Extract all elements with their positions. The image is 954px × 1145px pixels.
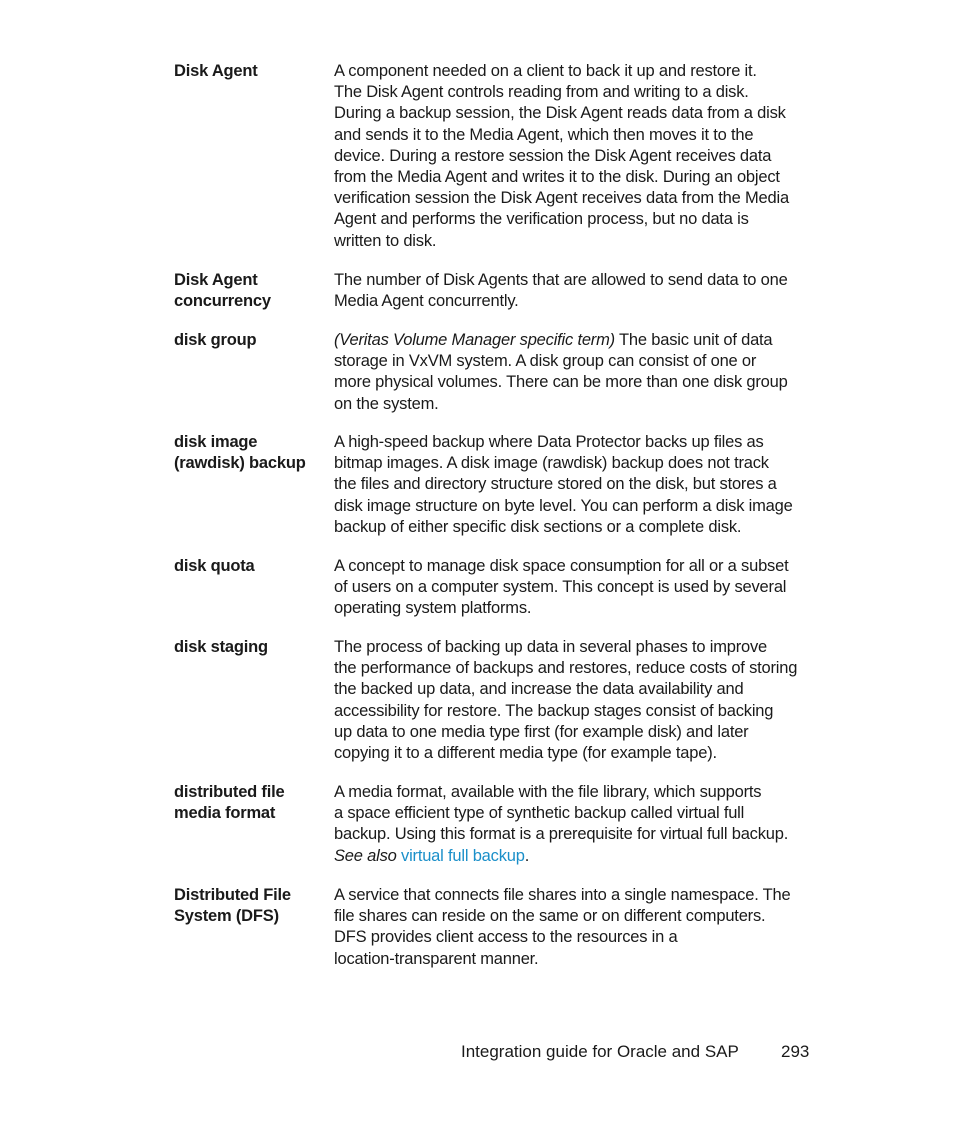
- definition-line: A service that connects file shares into a single namespace. The: [334, 886, 791, 904]
- definition-line: DFS provides client access to the resources in a: [334, 928, 678, 947]
- definition-line: on the system.: [334, 394, 439, 413]
- glossary-definition: [334, 782, 814, 867]
- term-line: disk quota: [174, 557, 255, 575]
- definition-line: A high-speed backup where Data Protector backs up files as: [334, 433, 764, 451]
- see-also-line: [334, 846, 814, 867]
- footer-document-title: Integration guide for Oracle and SAP: [461, 1042, 739, 1061]
- definition-line: operating system platforms.: [334, 599, 532, 618]
- term-line: Distributed File: [174, 886, 291, 904]
- see-also-end: .: [524, 846, 530, 865]
- term-line: distributed file: [174, 783, 285, 801]
- term-line: concurrency: [174, 292, 271, 311]
- glossary-term: [174, 61, 324, 82]
- definition-line: and sends it to the Media Agent, which then moves it to the: [334, 125, 754, 144]
- glossary-term: [174, 782, 324, 824]
- glossary-term: [174, 270, 324, 312]
- definition-line: the files and directory structure stored on the disk, but stores a: [334, 475, 777, 494]
- term-line: disk image: [174, 433, 258, 451]
- definition-line: device. During a restore session the Disk Agent receives data: [334, 146, 772, 165]
- glossary-term: [174, 330, 324, 351]
- definition-line: location-transparent manner.: [334, 949, 539, 968]
- see-also-link[interactable]: virtual full backup: [401, 846, 525, 865]
- page-number: 293: [781, 1042, 810, 1061]
- glossary-definition: [334, 556, 814, 620]
- glossary-term: [174, 885, 324, 927]
- term-line: media format: [174, 804, 276, 823]
- glossary-term: [174, 556, 324, 577]
- glossary-term: [174, 432, 324, 474]
- definition-qualifier: (Veritas Volume Manager specific term): [334, 331, 615, 349]
- definition-line: the backed up data, and increase the data availability and: [334, 680, 744, 699]
- definition-line: A concept to manage disk space consumption for all or a subset: [334, 557, 789, 575]
- glossary-term: [174, 637, 324, 658]
- definition-line: bitmap images. A disk image (rawdisk) backup does not track: [334, 454, 769, 473]
- term-line: Disk Agent: [174, 271, 258, 289]
- definition-line: A component needed on a client to back it up and restore it.: [334, 62, 757, 80]
- term-line: (rawdisk) backup: [174, 454, 306, 473]
- definition-line: the performance of backups and restores, reduce costs of storing: [334, 659, 798, 678]
- glossary-definition: [334, 637, 814, 764]
- definition-line: During a backup session, the Disk Agent reads data from a disk: [334, 104, 786, 123]
- term-line: Disk Agent: [174, 62, 258, 80]
- definition-line: [334, 330, 814, 351]
- definition-line: accessibility for restore. The backup stages consist of backing: [334, 701, 774, 720]
- definition-line: more physical volumes. There can be more than one disk group: [334, 373, 788, 392]
- glossary-definition: [334, 270, 814, 312]
- glossary-definition: [334, 432, 814, 538]
- definition-line: disk image structure on byte level. You can perform a disk image: [334, 496, 793, 515]
- definition-line: A media format, available with the file library, which supports: [334, 783, 762, 801]
- definition-line: written to disk.: [334, 231, 437, 250]
- definition-line: Media Agent concurrently.: [334, 292, 519, 311]
- definition-line: from the Media Agent and writes it to the disk. During an object: [334, 168, 780, 187]
- definition-line: The number of Disk Agents that are allowed to send data to one: [334, 271, 788, 289]
- definition-line: verification session the Disk Agent receives data from the Media: [334, 189, 789, 208]
- definition-text: The basic unit of data: [614, 331, 773, 349]
- definition-line: of users on a computer system. This concept is used by several: [334, 578, 787, 597]
- see-also-label: See also: [334, 846, 397, 865]
- definition-line: up data to one media type first (for example disk) and later: [334, 722, 749, 741]
- glossary-definition: [334, 61, 814, 252]
- term-line: disk group: [174, 331, 257, 349]
- definition-line: backup of either specific disk sections or a complete disk.: [334, 517, 742, 536]
- glossary-definition: [334, 330, 814, 415]
- definition-line: a space efficient type of synthetic backup called virtual full: [334, 804, 745, 823]
- definition-line: The process of backing up data in several phases to improve: [334, 638, 768, 656]
- term-line: disk staging: [174, 638, 268, 656]
- definition-line: storage in VxVM system. A disk group can consist of one or: [334, 352, 757, 371]
- definition-line: copying it to a different media type (for example tape).: [334, 744, 717, 763]
- definition-line: backup. Using this format is a prerequisite for virtual full backup.: [334, 825, 789, 844]
- definition-line: file shares can reside on the same or on different computers.: [334, 907, 766, 926]
- glossary-definition: [334, 885, 814, 970]
- definition-line: The Disk Agent controls reading from and writing to a disk.: [334, 83, 749, 102]
- definition-line: Agent and performs the verification process, but no data is: [334, 210, 749, 229]
- term-line: System (DFS): [174, 907, 279, 926]
